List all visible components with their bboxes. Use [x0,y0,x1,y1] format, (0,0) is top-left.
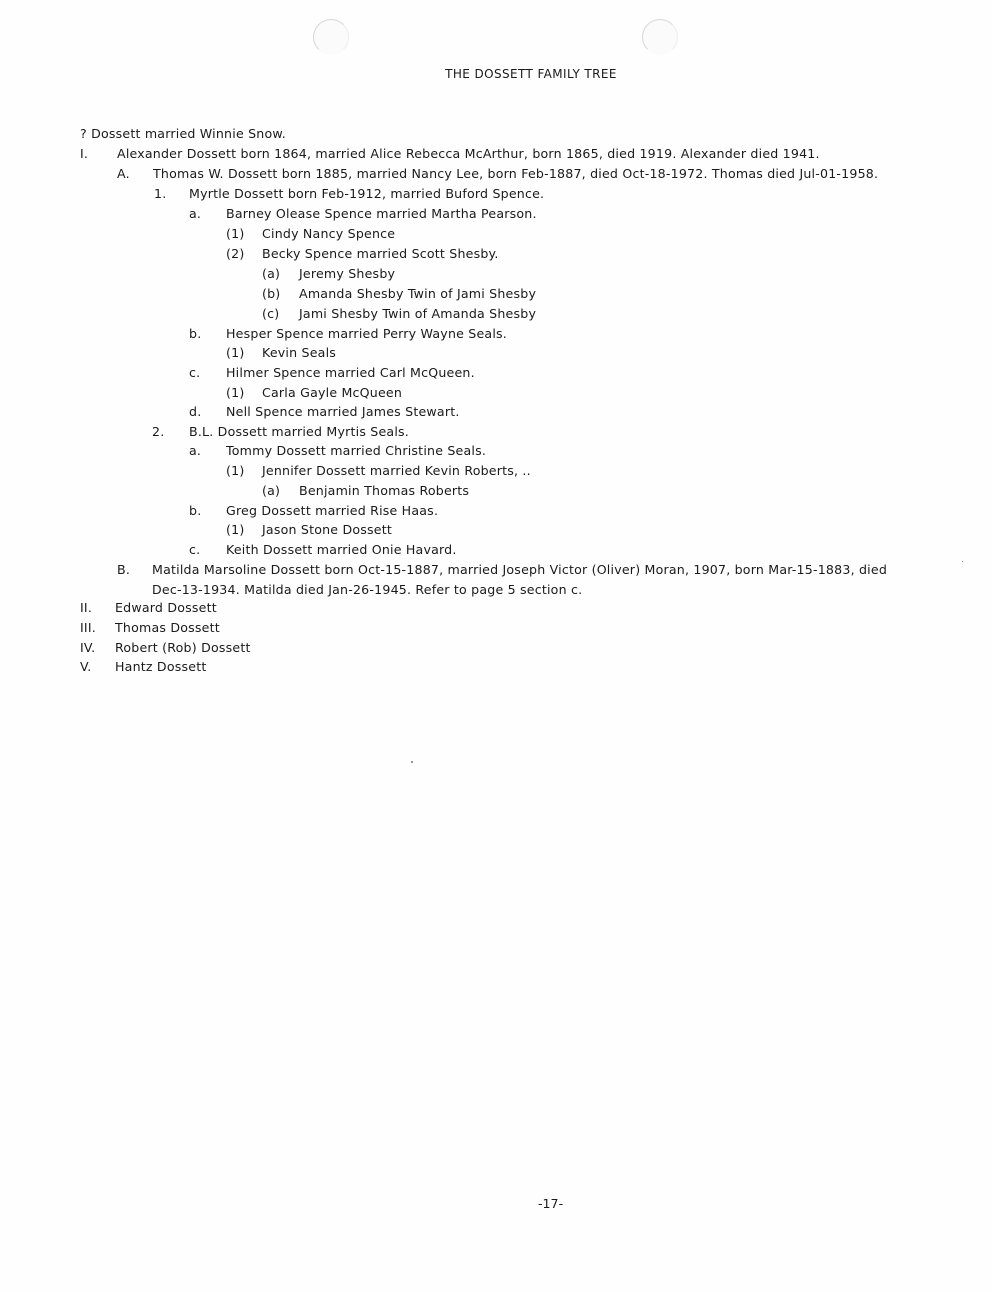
outline-text: Myrtle Dossett born Feb-1912, married Buford Spence. [189,186,545,201]
outline-marker: d. [189,404,202,419]
page-number: -17- [538,1196,564,1211]
outline-text: Thomas Dossett [115,620,220,635]
outline-text: Kevin Seals [262,345,337,360]
outline-marker: b. [189,326,202,341]
outline-text: ? Dossett married Winnie Snow. [80,126,286,141]
outline-text: Benjamin Thomas Roberts [299,483,470,498]
outline-marker: (1) [226,463,245,478]
outline-text: B.L. Dossett married Myrtis Seals. [189,424,410,439]
outline-text: Hilmer Spence married Carl McQueen. [226,365,475,380]
outline-text: Alexander Dossett born 1864, married Alice Rebecca McArthur, born 1865, died 1919. Alexander died 1941. [117,146,820,161]
outline-marker: 1. [154,186,167,201]
outline-text: Keith Dossett married Onie Havard. [226,542,457,557]
outline-text: Nell Spence married James Stewart. [226,404,460,419]
outline-text: Barney Olease Spence married Martha Pearson. [226,206,537,221]
outline-text: Carla Gayle McQueen [262,385,403,400]
outline-marker: a. [189,443,202,458]
outline-marker: c. [189,542,201,557]
outline-text: Jami Shesby Twin of Amanda Shesby [299,306,537,321]
paper-speck [411,761,413,763]
outline-marker: (1) [226,226,245,241]
outline-text: Greg Dossett married Rise Haas. [226,503,439,518]
outline-marker: IV. [80,640,96,655]
outline-marker: (1) [226,345,245,360]
outline-marker: (a) [262,483,281,498]
outline-marker: (a) [262,266,281,281]
outline-text: Matilda Marsoline Dossett born Oct-15-1887, married Joseph Victor (Oliver) Moran, 1907, born Mar-15-1883, died [152,562,888,577]
outline-marker: (2) [226,246,245,261]
outline-marker: (b) [262,286,281,301]
outline-text: Cindy Nancy Spence [262,226,396,241]
outline-marker: I. [80,146,89,161]
outline-text: Tommy Dossett married Christine Seals. [226,443,487,458]
outline-text: Robert (Rob) Dossett [115,640,251,655]
punch-hole-left [313,19,349,55]
outline-marker: (c) [262,306,280,321]
outline-text: Edward Dossett [115,600,217,615]
outline-marker: A. [117,166,130,181]
outline-marker: c. [189,365,201,380]
outline-text: Hantz Dossett [115,659,207,674]
outline-marker: 2. [152,424,165,439]
document-title: THE DOSSETT FAMILY TREE [445,67,617,81]
outline-marker: (1) [226,522,245,537]
outline-marker: (1) [226,385,245,400]
outline-marker: b. [189,503,202,518]
punch-hole-right [642,19,678,55]
outline-text: Dec-13-1934. Matilda died Jan-26-1945. Refer to page 5 section c. [152,582,583,597]
outline-text: Jason Stone Dossett [262,522,393,537]
outline-marker: II. [80,600,93,615]
outline-text: Jennifer Dossett married Kevin Roberts, .. [262,463,531,478]
outline-text: Thomas W. Dossett born 1885, married Nancy Lee, born Feb-1887, died Oct-18-1972. Thomas died Jul-01-1958. [153,166,879,181]
outline-marker: B. [117,562,131,577]
outline-text: Becky Spence married Scott Shesby. [262,246,499,261]
paper-speck [962,561,963,562]
outline-text: Hesper Spence married Perry Wayne Seals. [226,326,508,341]
outline-marker: a. [189,206,202,221]
outline-text: Jeremy Shesby [299,266,396,281]
outline-text: Amanda Shesby Twin of Jami Shesby [299,286,537,301]
outline-marker: III. [80,620,96,635]
outline-marker: V. [80,659,92,674]
